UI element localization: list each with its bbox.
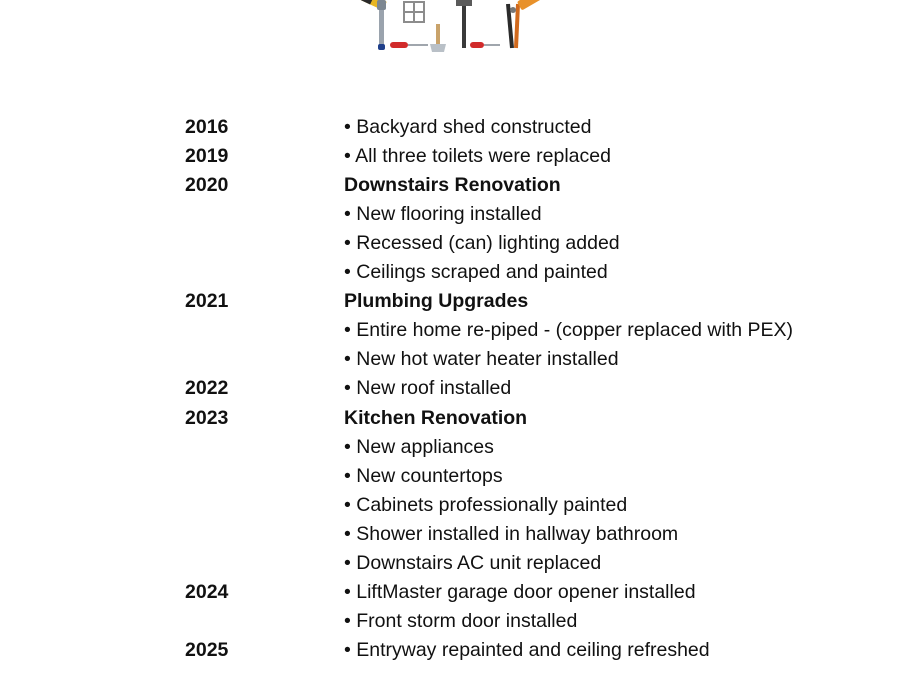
timeline-item: • Entire home re-piped - (copper replaced with PEX) — [344, 319, 794, 342]
timeline-row — [0, 433, 900, 462]
timeline-item: • Shower installed in hallway bathroom — [344, 522, 679, 545]
timeline-row — [0, 258, 900, 287]
timeline-year: 2022 — [185, 377, 229, 400]
timeline-row — [0, 287, 900, 316]
timeline-item: • Recessed (can) lighting added — [344, 232, 620, 255]
timeline-year: 2021 — [185, 290, 229, 313]
timeline-row — [0, 113, 900, 142]
timeline-row — [0, 491, 900, 520]
timeline-year: 2024 — [185, 580, 229, 603]
timeline-row — [0, 404, 900, 433]
timeline-item: • Cabinets professionally painted — [344, 493, 628, 516]
timeline-row — [0, 374, 900, 403]
timeline-row — [0, 520, 900, 549]
timeline-item: • New countertops — [344, 464, 503, 487]
timeline-item: • Front storm door installed — [344, 609, 578, 632]
timeline-row — [0, 142, 900, 171]
timeline-item: • Ceilings scraped and painted — [344, 261, 608, 284]
timeline-item: • LiftMaster garage door opener installed — [344, 580, 696, 603]
timeline-item: • Downstairs AC unit replaced — [344, 551, 602, 574]
timeline-year: 2023 — [185, 406, 229, 429]
timeline-row — [0, 462, 900, 491]
timeline-item: • All three toilets were replaced — [344, 145, 611, 168]
section-heading: Downstairs Renovation — [344, 174, 561, 197]
timeline-year: 2020 — [185, 174, 229, 197]
timeline-row — [0, 200, 900, 229]
timeline-row — [0, 316, 900, 345]
timeline-year: 2016 — [185, 116, 229, 138]
timeline-row — [0, 578, 900, 607]
timeline-row — [0, 229, 900, 258]
timeline-row — [0, 345, 900, 374]
timeline-item: • New roof installed — [344, 377, 512, 400]
timeline-year: 2025 — [185, 638, 229, 661]
timeline-year: 2019 — [185, 145, 229, 168]
timeline-row — [0, 549, 900, 578]
timeline-row — [0, 607, 900, 636]
timeline-item: • New hot water heater installed — [344, 348, 619, 371]
section-heading: Kitchen Renovation — [344, 406, 528, 429]
timeline-item: • New flooring installed — [344, 203, 542, 226]
timeline-item: • New appliances — [344, 435, 494, 458]
timeline-row — [0, 171, 900, 200]
section-heading: Plumbing Upgrades — [344, 290, 529, 313]
timeline-item: • Backyard shed constructed — [344, 116, 592, 138]
timeline-item: • Entryway repainted and ceiling refreshed — [344, 638, 710, 661]
timeline-row — [0, 636, 900, 665]
